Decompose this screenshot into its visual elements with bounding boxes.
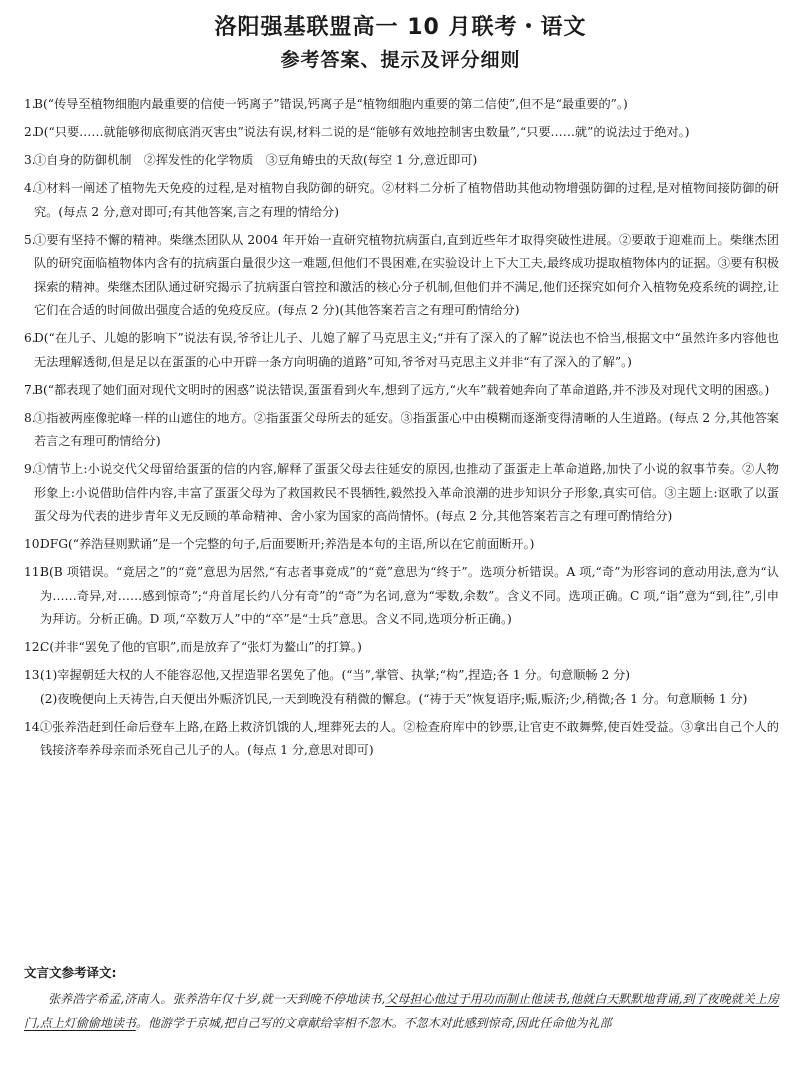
answer-item-8 bbox=[24, 407, 779, 454]
answer-text: ①要有坚持不懈的精神。柴继杰团队从 2004 年开始一直研究植物抗病蛋白,直到近些年才取得突破性进展。②要敢于迎难而上。柴继杰团队的研究面临植物体内含有的抗病蛋白量很少这一难题,但他们不畏困难,在实验设计上下大工夫,最终成功提取植物体内的证据。③要有积极探索的精神。柴继杰团队通过研究揭示了抗病蛋白管控和激活的核心分子机制,但他们并不满足,他们还探究如何介入植物免疫系统的调控,让它们在合适的时间做出强度合适的免疫反应。(每点 2 分)(其他答案若言之有理可酌情给分) bbox=[34, 232, 779, 317]
answer-item-12 bbox=[24, 636, 779, 660]
answer-number: 11. bbox=[24, 565, 44, 579]
answer-text: D(“在儿子、儿媳的影响下”说法有误,爷爷让儿子、儿媳了解了马克思主义;“并有了深入的了解”说法也不恰当,根据文中“虽然许多内容他也无法理解透彻,但是足以在蛋蛋的心中开辟一条方向明确的道路”可知,爷爷对马克思主义并非“有了深入的了解”。) bbox=[34, 331, 779, 369]
answer-subtext: (2)夜晚便向上天祷告,白天便出外赈济饥民,一天到晚没有稍微的懈怠。(“祷于天”恢复语序;赈,赈济;少,稍微;各 1 分。句意顺畅 1 分) bbox=[40, 691, 748, 706]
answer-number: 3. bbox=[24, 153, 36, 167]
answer-item-11 bbox=[24, 561, 779, 632]
answer-number: 8. bbox=[24, 410, 36, 425]
answer-item-10 bbox=[24, 533, 779, 557]
answer-number: 1. bbox=[24, 97, 36, 111]
answer-number: 13. bbox=[24, 668, 44, 682]
answer-item-1 bbox=[24, 93, 779, 117]
answer-text: B(“都表现了她们面对现代文明时的困惑”说法错误,蛋蛋看到火车,想到了远方,“火车”载着她奔向了革命道路,并不涉及对现代文明的困惑。) bbox=[34, 382, 770, 397]
answer-text: B(B 项错误。“竟居之”的“竟”意思为居然,“有志者事竟成”的“竟”意思为“终于”。选项分析错误。A 项,“奇”为形容词的意动用法,意为“认为……奇异,对……感到惊奇”;“舟首尾长约八分有奇”的“奇”为名词,意为“零数,余数”。含义不同。选项正确。C 项,“诣”意为“到,往”,引申为拜访。分析正确。D 项,“卒数万人”中的“卒”是“士兵”意思。含义不同,选项分析正确。) bbox=[40, 565, 779, 626]
answer-item-5 bbox=[24, 229, 779, 323]
answer-text: (1)宰握朝廷大权的人不能容忍他,又捏造罪名罢免了他。(“当”,掌管、执掌;“构”,捏造;各 1 分。句意顺畅 2 分) bbox=[40, 668, 631, 682]
answer-item-7 bbox=[24, 379, 779, 403]
translation-part: 。他游学于京城,把自己写的文章献给宰相不忽木。不忽木对此感到惊奇,因此任命他为礼部 bbox=[135, 1015, 612, 1030]
answer-text: DFG(“养浩昼则默诵”是一个完整的句子,后面要断开;养浩是本句的主语,所以在它前面断开。) bbox=[40, 537, 535, 551]
page-title: 洛阳强基联盟高一 10 月联考・语文 bbox=[214, 15, 587, 40]
answer-item-14 bbox=[24, 716, 779, 763]
answer-item-3 bbox=[24, 149, 779, 173]
answer-text: ①指被两座像驼峰一样的山遮住的地方。②指蛋蛋父母所去的延安。③指蛋蛋心中由模糊而逐渐变得清晰的人生道路。(每点 2 分,其他答案若言之有理可酌情给分) bbox=[34, 410, 779, 448]
answer-item-6 bbox=[24, 327, 779, 374]
page-subtitle: 参考答案、提示及评分细则 bbox=[280, 49, 521, 71]
answer-text: ①张养浩赶到任命后登车上路,在路上救济饥饿的人,埋葬死去的人。②检查府库中的钞票,让官吏不敢舞弊,使百姓受益。③拿出自己个人的钱接济奉养母亲而杀死自己儿子的人。(每点 1 分,意思对即可) bbox=[40, 719, 779, 757]
answer-item-2 bbox=[24, 121, 779, 145]
answer-item-4 bbox=[24, 177, 779, 224]
answer-text: ①自身的防御机制 ②挥发性的化学物质 ③豆角蝽虫的天敌(每空 1 分,意近即可) bbox=[34, 153, 478, 167]
answer-number: 10. bbox=[24, 537, 44, 551]
answer-number: 6. bbox=[24, 331, 36, 345]
answer-number: 5. bbox=[24, 232, 36, 247]
answer-number: 12. bbox=[24, 640, 44, 654]
translation-text bbox=[24, 988, 779, 1035]
answer-list bbox=[24, 93, 779, 767]
answer-text: ①情节上:小说交代父母留给蛋蛋的信的内容,解释了蛋蛋父母去往延安的原因,也推动了蛋蛋走上革命道路,加快了小说的叙事节奏。②人物形象上:小说借助信件内容,丰富了蛋蛋父母为了救国救民不畏牺牲,毅然投入革命浪潮的进步知识分子形象,真实可信。③主题上:讴歌了以蛋蛋父母为代表的进步青年义无反顾的革命精神、舍小家为国家的高尚情怀。(每点 2 分,其他答案若言之有理可酌情给分) bbox=[34, 462, 779, 523]
answer-number: 14. bbox=[24, 719, 44, 734]
answer-number: 4. bbox=[24, 181, 36, 195]
answer-text: C(并非“罢免了他的官职”,而是放弃了“张灯为鳌山”的打算。) bbox=[40, 640, 362, 654]
answer-item-9 bbox=[24, 458, 779, 529]
translation-underlined: 父母担心他过于用功而制止他读书,他就白天默默地背诵,到了夜晚就关上房门,点上灯偷偷地读书 bbox=[24, 992, 779, 1030]
answer-number: 9. bbox=[24, 462, 36, 476]
answer-number: 7. bbox=[24, 382, 36, 397]
translation-part: 张养浩字希孟,济南人。张养浩年仅十岁,就一天到晚不停地读书, bbox=[48, 992, 386, 1006]
answer-number: 2. bbox=[24, 125, 36, 139]
answer-item-13 bbox=[24, 664, 779, 711]
answer-text: B(“传导至植物细胞内最重要的信使一钙离子”错误,钙离子是“植物细胞内重要的第二信使”,但不是“最重要的”。) bbox=[34, 97, 628, 111]
answer-text: D(“只要……就能够彻底彻底消灭害虫”说法有误,材料二说的是“能够有效地控制害虫数量”,“只要……就”的说法过于绝对。) bbox=[34, 125, 690, 139]
answer-text: ①材料一阐述了植物先天免疫的过程,是对植物自我防御的研究。②材料二分析了植物借助其他动物增强防御的过程,是对植物间接防御的研究。(每点 2 分,意对即可;有其他答案,言之有理的情给分) bbox=[34, 181, 779, 219]
translation-heading: 文言文参考译文: bbox=[24, 965, 117, 980]
